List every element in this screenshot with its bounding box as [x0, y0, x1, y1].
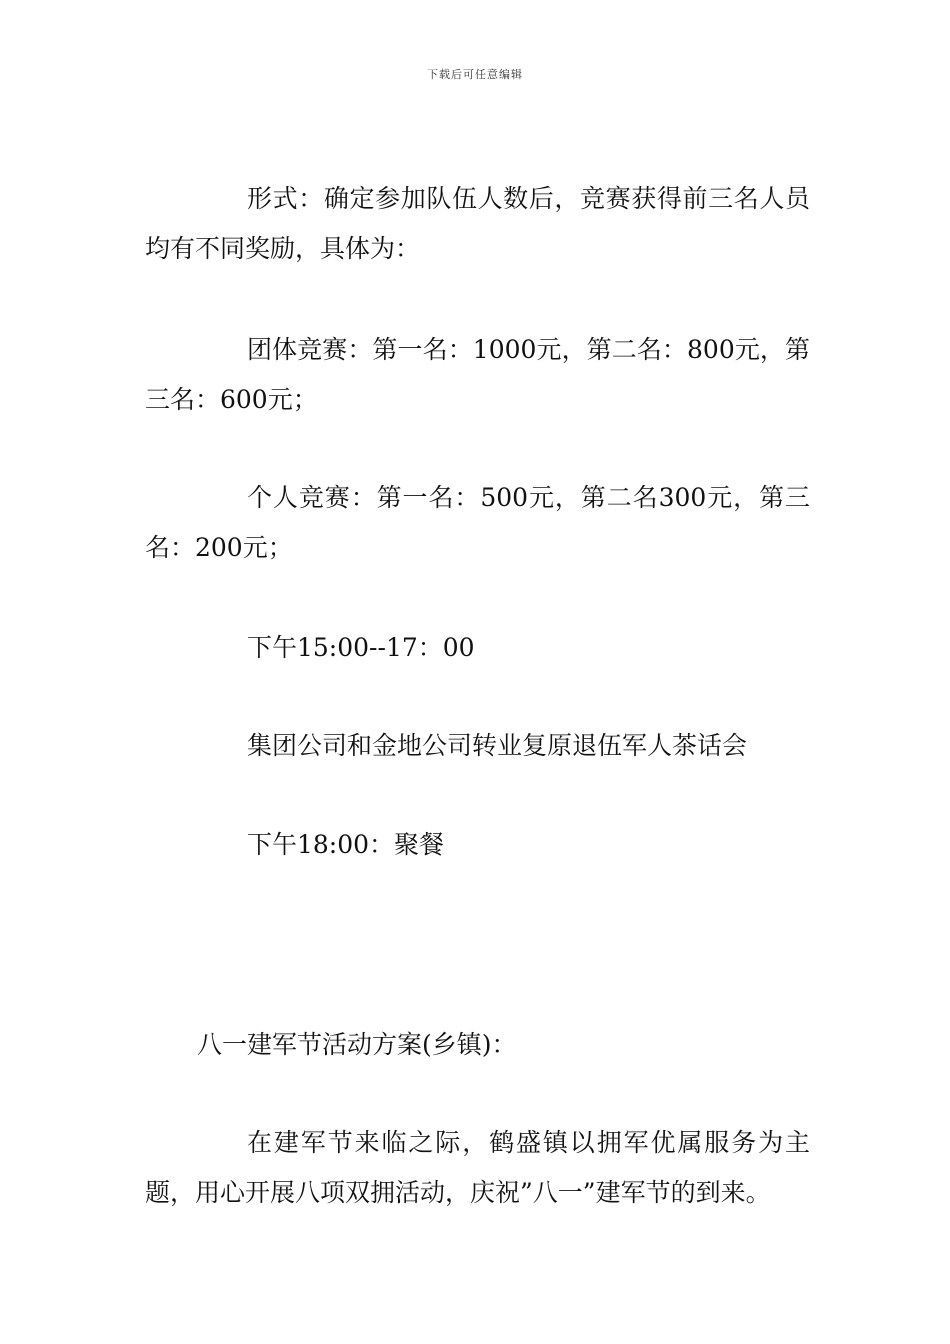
paragraph-individual-prize: 个人竞赛：第一名：500元，第二名300元，第三名：200元； — [145, 483, 810, 562]
paragraph-intro: 在建军节来临之际，鹤盛镇以拥军优属服务为主题，用心开展八项双拥活动，庆祝”八一”建军节的到来。 — [145, 1128, 810, 1207]
paragraph-dinner: 下午18:00：聚餐 — [247, 830, 445, 859]
section-heading: 八一建军节活动方案(乡镇)： — [197, 1030, 517, 1059]
paragraph-afternoon-time: 下午15:00--17：00 — [247, 633, 475, 662]
paragraph-format: 形式：确定参加队伍人数后，竞赛获得前三名人员均有不同奖励，具体为： — [145, 184, 810, 263]
paragraph-tea-party: 集团公司和金地公司转业复原退伍军人茶话会 — [247, 731, 748, 760]
paragraph-team-prize: 团体竞赛：第一名：1000元，第二名：800元，第三名：600元； — [145, 335, 810, 414]
header-note: 下载后可任意编辑 — [427, 68, 523, 81]
